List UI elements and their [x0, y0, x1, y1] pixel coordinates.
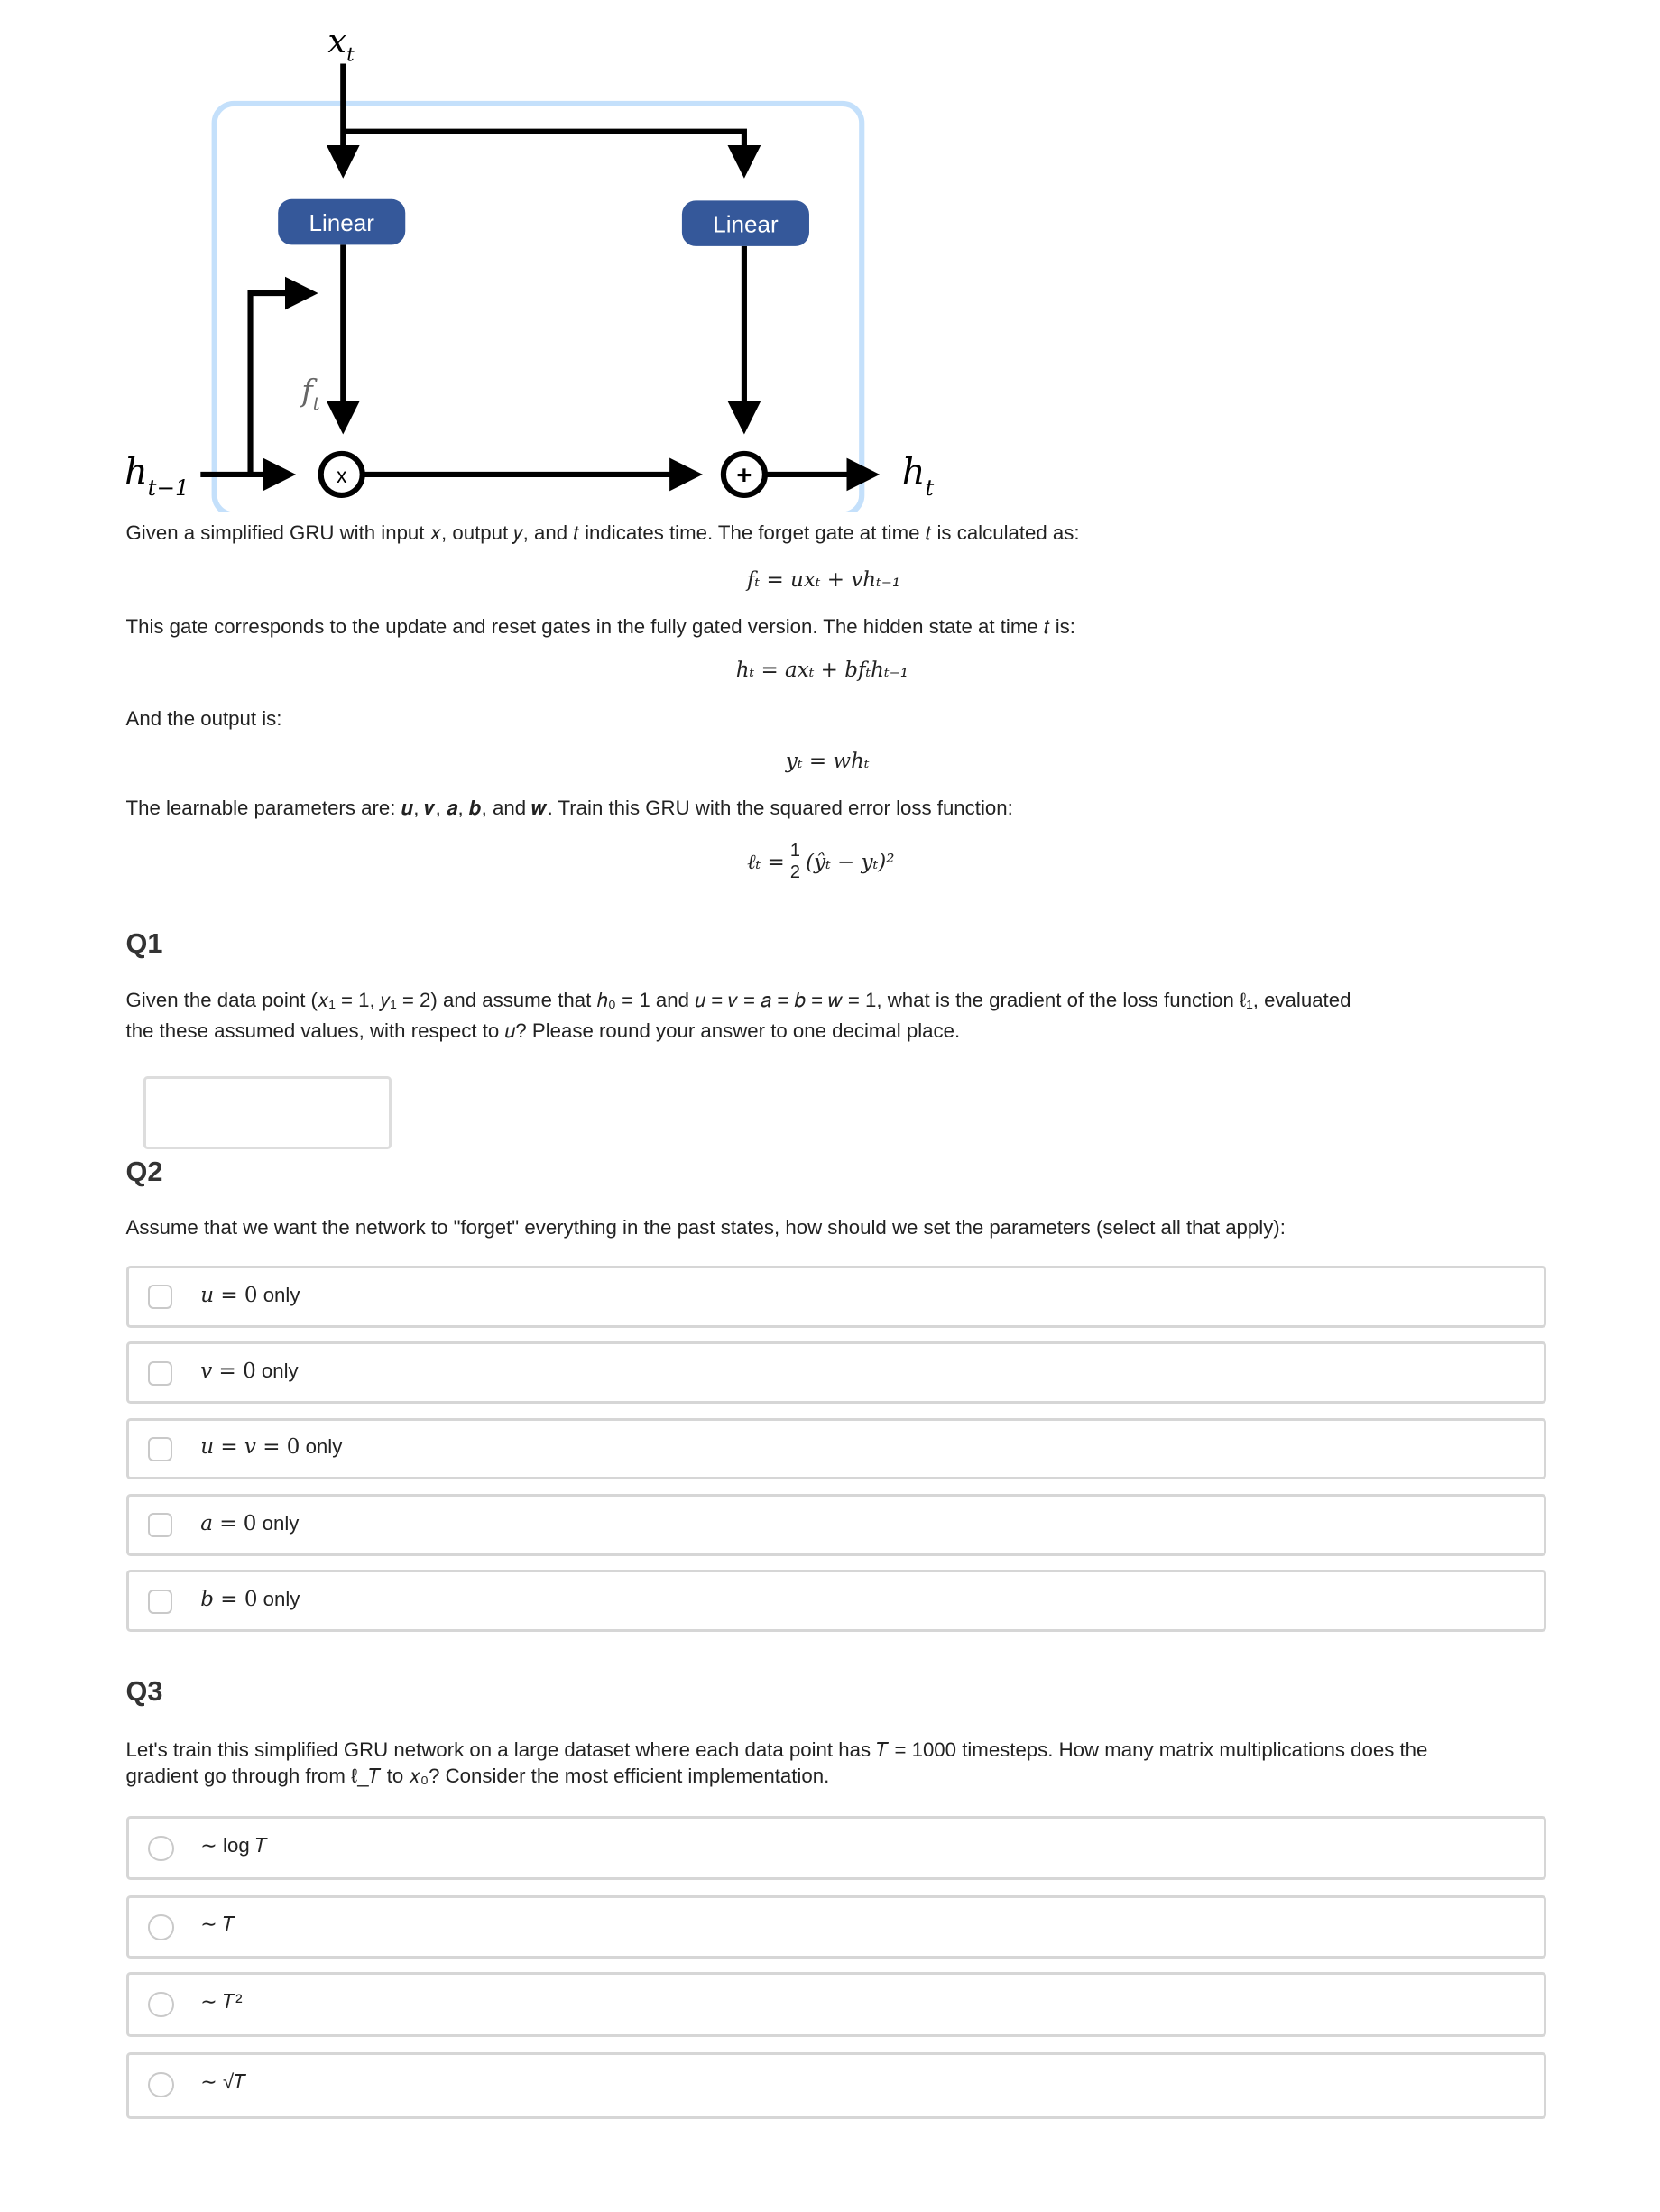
q1-text-line-1: Given the data point (𝑥₁ = 1, 𝑦₁ = 2) and assume that ℎ₀ = 1 and 𝑢 = 𝑣 = 𝑎 = 𝑏 = 𝑤 = 1, what is the gradient of the loss function ℓ₁, evaluated — [125, 989, 1351, 1012]
radio-button[interactable] — [148, 2072, 174, 2098]
q2-option[interactable]: 𝑢 = 𝑣 = 0 only — [126, 1418, 1547, 1480]
q1-text-line-2: the these assumed values, with respect to 𝑢? Please round your answer to one decimal place. — [125, 1019, 961, 1043]
radio-button[interactable] — [148, 1914, 174, 1940]
checkbox[interactable] — [148, 1437, 172, 1461]
gru-cell-box — [215, 104, 862, 512]
q2-option[interactable]: 𝑢 = 0 only — [126, 1266, 1547, 1328]
forget-gate-equation: fₜ = uxₜ + vhₜ₋₁ — [746, 568, 901, 593]
q3-text-line-1: Let's train this simplified GRU network on a large dataset where each data point has 𝑇 = 1000 timesteps. How many matrix multiplications does the — [125, 1738, 1428, 1762]
checkbox[interactable] — [148, 1590, 172, 1614]
svg-text:ht−1: $h_{t-1}$ — [124, 451, 189, 501]
svg-text:x: x — [336, 464, 347, 488]
loss-equation: ℓₜ = $\frac{1}{2}$ (ŷₜ − yₜ)² — [746, 841, 895, 883]
gru-diagram — [0, 0, 996, 512]
checkbox[interactable] — [148, 1361, 172, 1386]
q3-option[interactable]: ∼ 𝑇 — [126, 1895, 1547, 1959]
q2-text: Assume that we want the network to "forget" everything in the past states, how should we set the parameters (select all that apply): — [125, 1215, 1286, 1239]
radio-button[interactable] — [148, 1836, 174, 1862]
svg-text:+: + — [736, 461, 752, 491]
hidden-state-equation: hₜ = axₜ + bfₜhₜ₋₁ — [735, 658, 908, 682]
intro-paragraph-4: The learnable parameters are: 𝒖, 𝒗, 𝒂, 𝒃, and 𝒘. Train this GRU with the squared error loss function: — [125, 797, 1013, 820]
q3-option[interactable]: ∼ 𝑇² — [126, 1972, 1547, 2037]
q2-heading: Q2 — [125, 1156, 163, 1187]
svg-text:ft: $f_t$ — [301, 373, 320, 414]
linear-left-label: Linear — [309, 209, 374, 237]
svg-text:ht: $h_t$ — [901, 451, 935, 501]
q3-option[interactable]: ∼ √𝑇 — [126, 2052, 1547, 2118]
q3-option[interactable]: ∼ log 𝑇 — [126, 1816, 1547, 1879]
q2-option[interactable]: 𝑣 = 0 only — [126, 1341, 1547, 1404]
radio-button[interactable] — [148, 1992, 174, 2018]
svg-text:xt: $x_t$ — [327, 22, 355, 67]
linear-right-label: Linear — [713, 210, 779, 238]
intro-paragraph-1: Given a simplified GRU with input 𝑥, output 𝑦, and 𝑡 indicates time. The forget gate at time 𝑡 is calculated as: — [125, 521, 1080, 545]
output-equation: yₜ = whₜ — [785, 750, 870, 774]
intro-paragraph-2: This gate corresponds to the update and reset gates in the fully gated version. The hidden state at time 𝑡 is: — [125, 615, 1075, 639]
q2-option[interactable]: 𝑏 = 0 only — [126, 1570, 1547, 1632]
checkbox[interactable] — [148, 1285, 172, 1309]
intro-paragraph-3: And the output is: — [125, 706, 282, 730]
q2-option[interactable]: 𝑎 = 0 only — [126, 1494, 1547, 1556]
q1-heading: Q1 — [125, 927, 163, 959]
q1-answer-input[interactable] — [143, 1076, 391, 1149]
q3-text-line-2: gradient go through from ℓ_𝑇 to 𝑥₀? Consider the most efficient implementation. — [125, 1765, 830, 1788]
q3-heading: Q3 — [125, 1676, 163, 1708]
checkbox[interactable] — [148, 1513, 172, 1537]
